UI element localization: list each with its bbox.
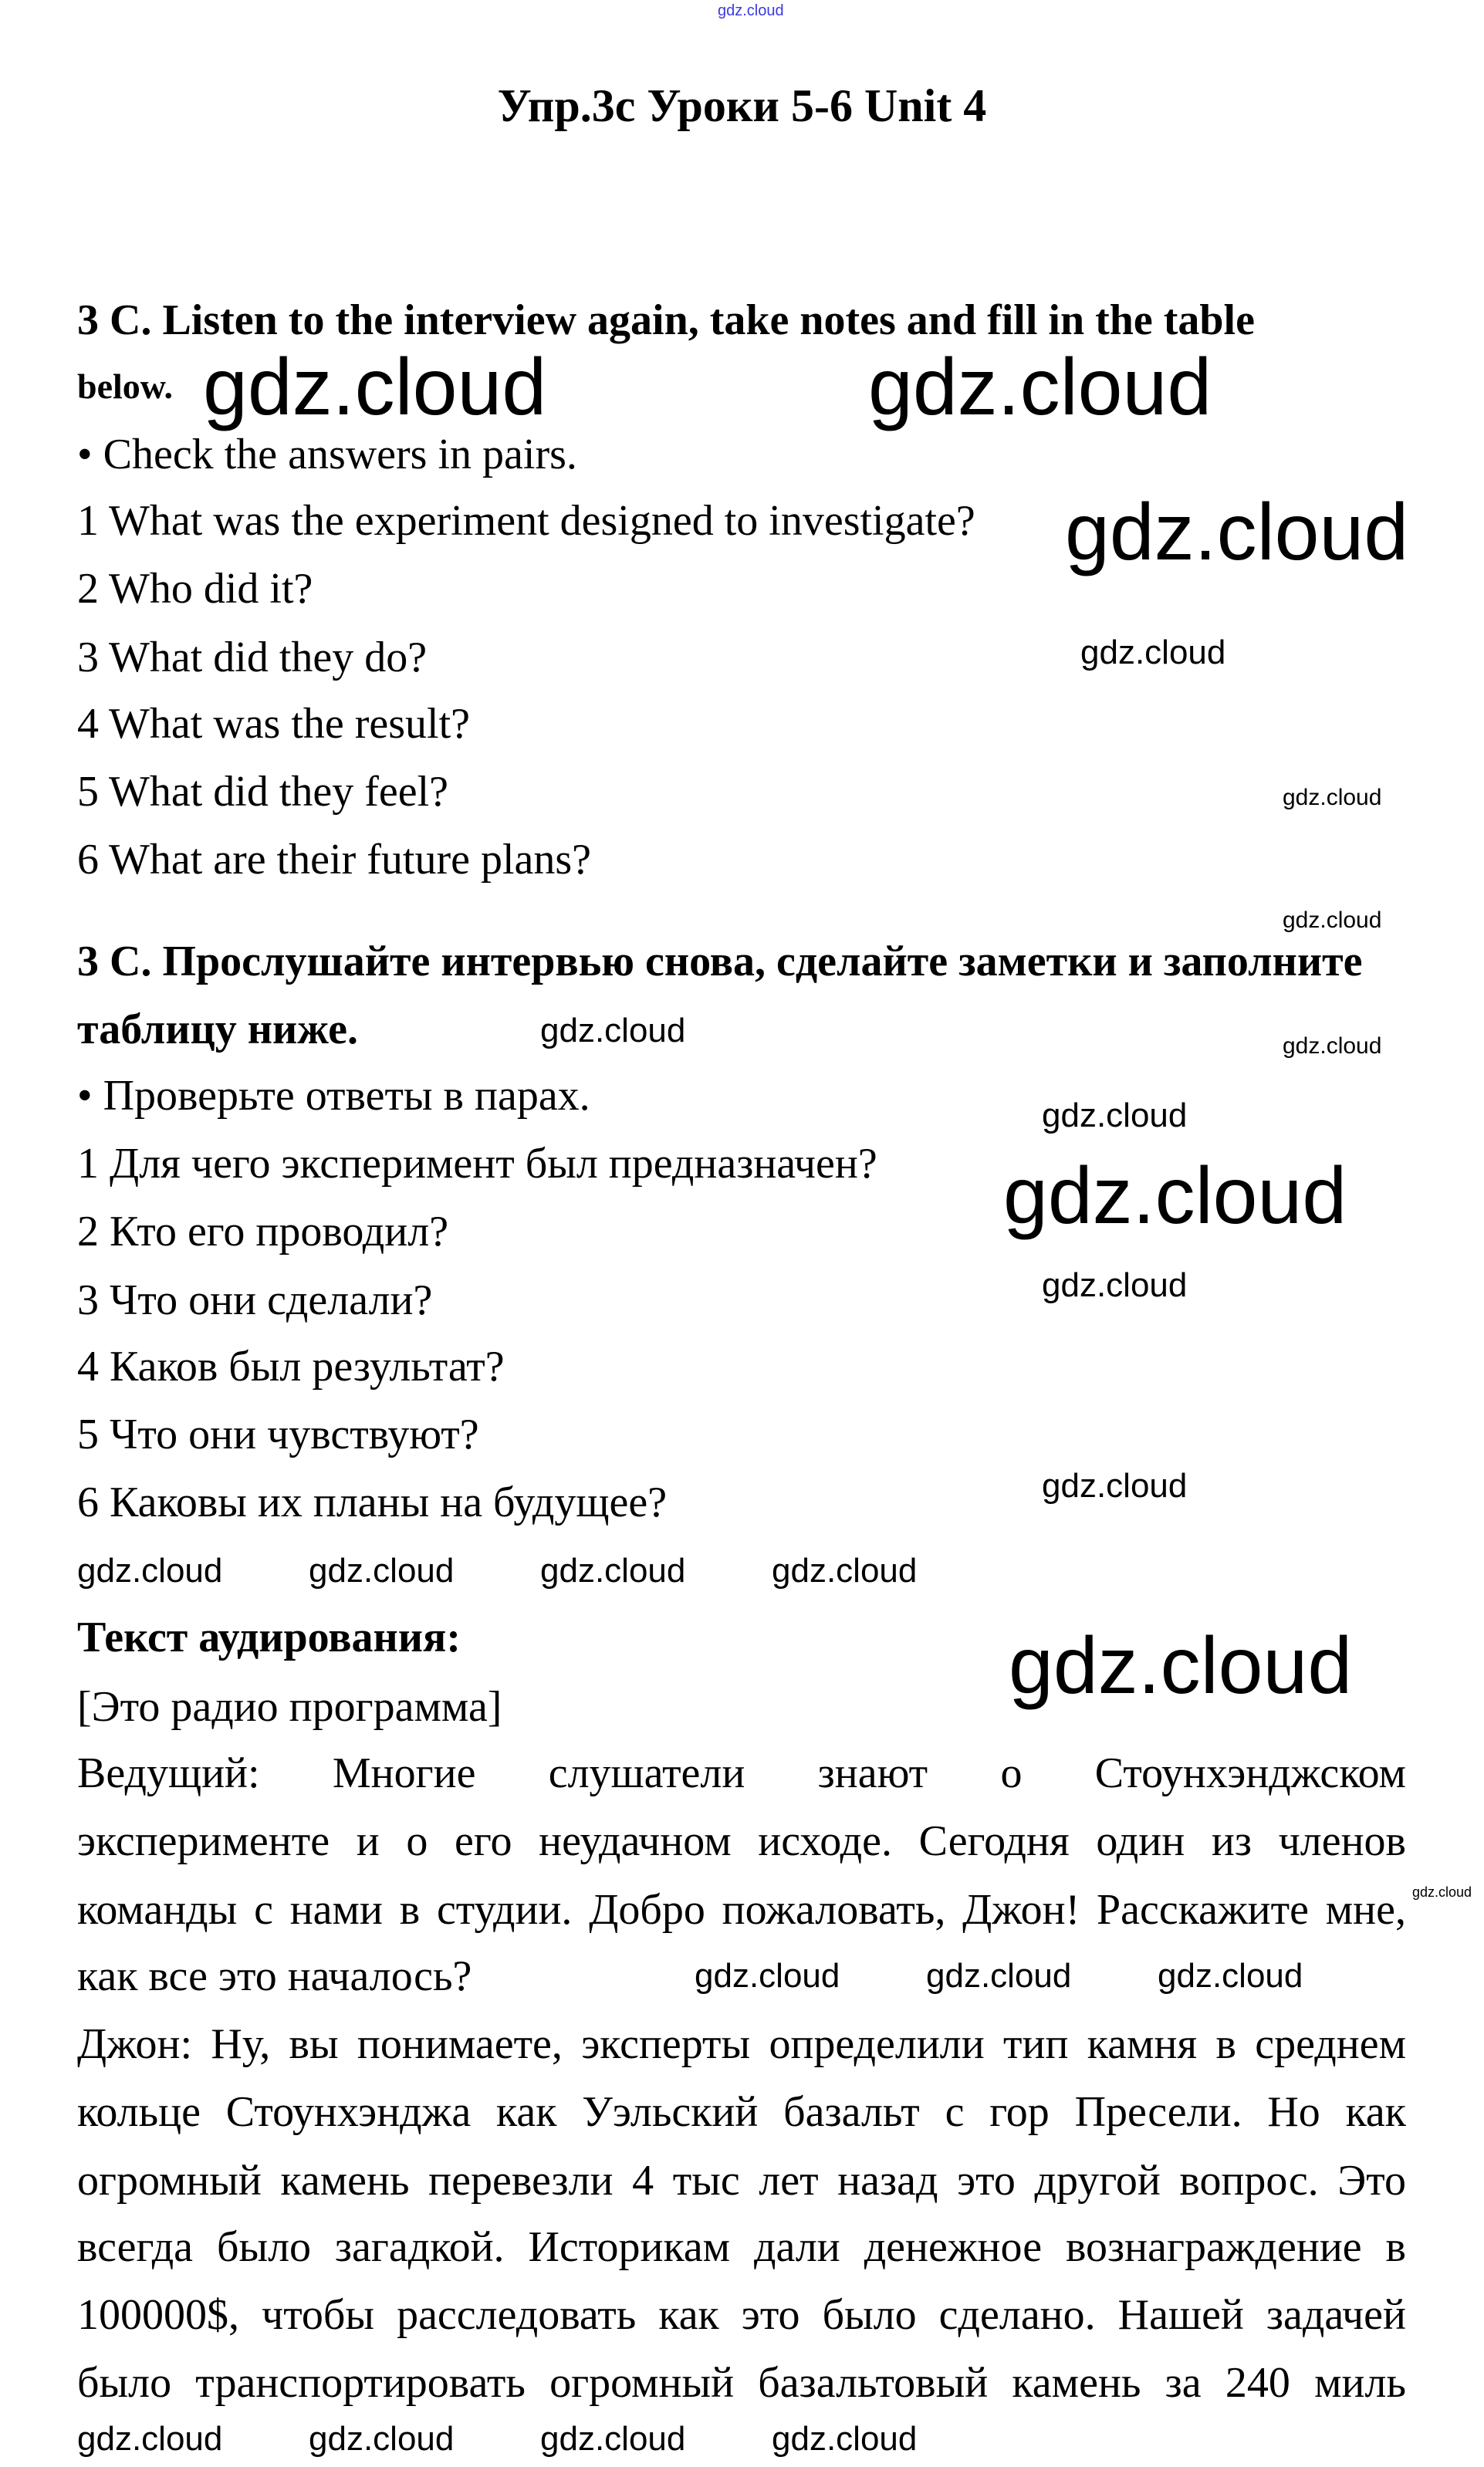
watermark: gdz.cloud [309, 2420, 455, 2458]
watermark: gdz.cloud [1412, 1884, 1472, 1900]
watermark: gdz.cloud [1042, 1097, 1188, 1134]
watermark: gdz.cloud [1065, 488, 1409, 577]
russian-heading: 3 С. Прослушайте интервью снова, сделайте заметки и заполните [77, 938, 1363, 985]
watermark: gdz.cloud [1009, 1621, 1353, 1711]
watermark: gdz.cloud [1003, 1151, 1347, 1241]
transcript-line: Джон: Ну, вы понимаете, эксперты определили тип камня в среднем [77, 2020, 1406, 2068]
transcript-line: было транспортировать огромный базальтовый камень за 240 миль [77, 2359, 1406, 2407]
transcript-line: эксперименте и о его неудачном исходе. Сегодня один из членов [77, 1817, 1406, 1865]
watermark: gdz.cloud [1042, 1467, 1188, 1505]
watermark: gdz.cloud [540, 1552, 686, 1590]
watermark: gdz.cloud [718, 2, 784, 19]
transcript-line: кольце Стоунхэнджа как Уэльский базальт с гор Пресели. Но как [77, 2088, 1406, 2136]
english-question: 6 What are their future plans? [77, 836, 592, 884]
russian-question: 5 Что они чувствуют? [77, 1411, 479, 1458]
english-bullet: • Check the answers in pairs. [77, 431, 577, 478]
english-question: 3 What did they do? [77, 634, 428, 681]
page-title: Упр.3с Уроки 5-6 Unit 4 [497, 80, 987, 131]
english-question: 4 What was the result? [77, 700, 471, 748]
watermark: gdz.cloud [77, 2420, 223, 2458]
watermark: gdz.cloud [77, 1552, 223, 1590]
transcript-note: [Это радио программа] [77, 1683, 502, 1731]
watermark: gdz.cloud [203, 343, 547, 432]
english-question: 1 What was the experiment designed to investigate? [77, 497, 975, 545]
transcript-line: Ведущий: Многие слушатели знают о Стоунхэнджском [77, 1749, 1406, 1797]
russian-heading-cont: таблицу ниже. [77, 1005, 358, 1053]
russian-question: 3 Что они сделали? [77, 1276, 433, 1324]
transcript-line: огромный камень перевезли 4 тыс лет назад это другой вопрос. Это [77, 2157, 1406, 2205]
watermark: gdz.cloud [540, 1012, 686, 1049]
watermark: gdz.cloud [772, 1552, 918, 1590]
watermark: gdz.cloud [309, 1552, 455, 1590]
transcript-line: команды с нами в студии. Добро пожаловать, Джон! Расскажите мне, [77, 1886, 1406, 1934]
watermark: gdz.cloud [1283, 1033, 1382, 1059]
english-heading: 3 C. Listen to the interview again, take notes and fill in the table [77, 296, 1255, 344]
watermark: gdz.cloud [1283, 907, 1382, 933]
transcript-heading: Текст аудирования: [77, 1614, 461, 1661]
english-question: 5 What did they feel? [77, 768, 449, 816]
transcript-line: 100000$, чтобы расследовать как это было сделано. Нашей задачей [77, 2291, 1406, 2339]
watermark: gdz.cloud [1158, 1957, 1303, 1995]
russian-question: 4 Каков был результат? [77, 1343, 505, 1391]
transcript-line: как все это началось? [77, 1952, 472, 2000]
watermark: gdz.cloud [868, 343, 1212, 432]
watermark: gdz.cloud [1283, 785, 1382, 810]
russian-question: 2 Кто его проводил? [77, 1208, 449, 1255]
watermark: gdz.cloud [926, 1957, 1072, 1995]
russian-bullet: • Проверьте ответы в парах. [77, 1072, 590, 1120]
watermark: gdz.cloud [772, 2420, 918, 2458]
watermark: gdz.cloud [1042, 1266, 1188, 1304]
watermark: gdz.cloud [1080, 634, 1226, 671]
watermark: gdz.cloud [540, 2420, 686, 2458]
watermark: gdz.cloud [695, 1957, 840, 1995]
russian-question: 6 Каковы их планы на будущее? [77, 1479, 668, 1526]
russian-question: 1 Для чего эксперимент был предназначен? [77, 1140, 877, 1188]
transcript-line: всегда было загадкой. Историкам дали денежное вознаграждение в [77, 2223, 1406, 2271]
english-heading-cont: below. [77, 367, 173, 406]
english-question: 2 Who did it? [77, 565, 313, 613]
